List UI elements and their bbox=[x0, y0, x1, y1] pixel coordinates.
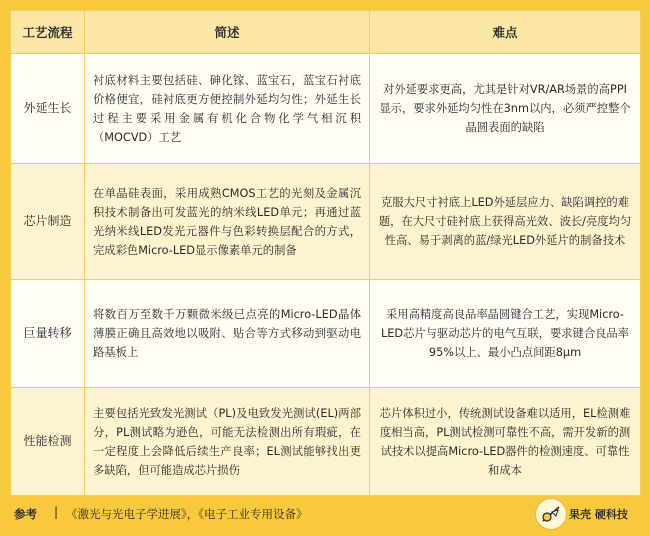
process-table bbox=[10, 10, 641, 496]
process-summary: 在单晶硅表面，采用成熟CMOS工艺的光刻及金属沉积技术制备出可发蓝光的纳米线LED单元；再通过蓝光纳米线LED发光元器件与色彩转换层配合的方式，完成彩色Micro-LED显示像素单元的制备 bbox=[85, 164, 370, 280]
brand-logo bbox=[535, 498, 645, 530]
process-summary: 主要包括光致发光测试（PL)及电致发光测试(EL)两部分，PL测试略为逊色，可能无法检测出所有瑕疵，在一定程度上会降低后续生产良率；EL测试能够找出更多缺陷，但可能造成芯片损伤 bbox=[85, 388, 370, 496]
reference-label: 参考 bbox=[14, 507, 37, 521]
table-header-row bbox=[11, 11, 641, 54]
process-summary: 将数百万至数千万颗微米级已点亮的Micro-LED晶体薄膜正确且高效地以吸附、贴合等方式移动到驱动电路基板上 bbox=[85, 280, 370, 388]
header-difficulty: 难点 bbox=[370, 11, 641, 54]
process-difficulty: 对外延要求更高，尤其是针对VR/AR场景的高PPI显示，要求外延均匀性在3nm以内，必须严控整个晶圆表面的缺陷 bbox=[370, 54, 641, 164]
process-name: 外延生长 bbox=[11, 54, 85, 164]
process-name: 芯片制造 bbox=[11, 164, 85, 280]
table-row bbox=[11, 280, 641, 388]
process-difficulty: 芯片体积过小，传统测试设备难以适用，EL检测难度相当高，PL测试检测可靠性不高，需开发新的测试技术以提高Micro-LED器件的检测速度、可靠性和成本 bbox=[370, 388, 641, 496]
process-difficulty: 克服大尺寸衬底上LED外延层应力、缺陷调控的难题，在大尺寸硅衬底上获得高光效、波长/亮度均匀性高、易于剥离的蓝/绿光LED外延片的制备技术 bbox=[370, 164, 641, 280]
header-summary: 简述 bbox=[85, 11, 370, 54]
reference-text: 《激光与光电子学进展》，《电子工业专用设备》 bbox=[66, 507, 308, 521]
table-row bbox=[11, 54, 641, 164]
process-difficulty: 采用高精度高良品率晶圆键合工艺，实现Micro-LED芯片与驱动芯片的电气互联，要求键合良品率95%以上、最小凸点间距8μm bbox=[370, 280, 641, 388]
header-process: 工艺流程 bbox=[11, 11, 85, 54]
guokr-logo-icon bbox=[535, 498, 567, 530]
reference-separator: | bbox=[54, 505, 59, 519]
logo-text: 果壳 硬科技 bbox=[569, 508, 628, 521]
table-row bbox=[11, 388, 641, 496]
table-row bbox=[11, 164, 641, 280]
process-summary: 衬底材料主要包括硅、砷化镓、蓝宝石，蓝宝石衬底价格便宜，硅衬底更方便控制外延均匀性；外延生长过程主要采用金属有机化合物化学气相沉积（MOCVD）工艺 bbox=[85, 54, 370, 164]
process-name: 巨量转移 bbox=[11, 280, 85, 388]
footer bbox=[0, 493, 650, 536]
process-name: 性能检测 bbox=[11, 388, 85, 496]
